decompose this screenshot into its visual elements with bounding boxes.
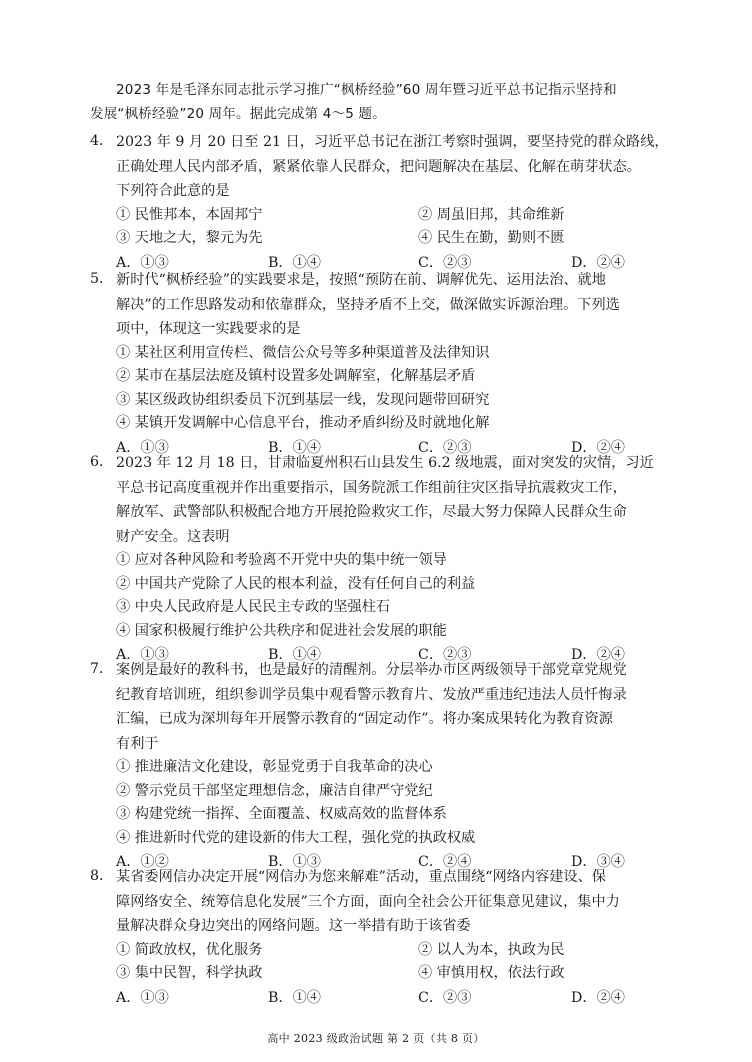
question-number: 7．	[90, 661, 114, 677]
answer-b: B．①④	[268, 647, 321, 663]
stem-line: 汇编，已成为深圳每年开展警示教育的“固定动作”。将办案成果转化为教育资源	[116, 711, 613, 727]
answer-b: B．①④	[268, 439, 321, 456]
answer-c: C．②③	[418, 989, 472, 1006]
question-stem	[116, 865, 700, 939]
question-stem	[116, 658, 700, 756]
stem-line: 2023 年 12 月 18 日，甘肃临夏州积石山县发生 6.2 级地震，面对突发的灾情，习近	[116, 455, 654, 471]
question-8	[90, 865, 700, 1010]
option-1: ① 某社区利用宣传栏、微信公众号等多种渠道普及法律知识	[116, 344, 490, 361]
stem-line: 障网络安全、统筹信息化发展”三个方面，面向全社会公开征集意见建议，集中力	[116, 893, 620, 910]
question-5	[90, 268, 700, 460]
option-2: ② 中国共产党除了人民的根本利益，没有任何自己的利益	[116, 575, 476, 592]
stem-line: 有利于	[116, 735, 159, 752]
option-list	[116, 939, 700, 986]
page-footer: 高中 2023 级政治试题 第 2 页（共 8 页）	[267, 1032, 485, 1045]
option-4: ④ 审慎用权，依法行政	[418, 965, 565, 981]
question-stem	[116, 451, 700, 549]
question-7	[90, 658, 700, 874]
option-3: ③ 构建党统一指挥、全面覆盖、权威高效的监督体系	[116, 806, 447, 822]
answer-a: A．①③	[116, 989, 169, 1006]
option-3: ③ 集中民智，科学执政	[116, 965, 263, 981]
answer-d: D．③④	[571, 854, 625, 870]
answer-c: C．②③	[418, 647, 472, 663]
answer-b: B．①④	[268, 989, 321, 1006]
question-6	[90, 451, 700, 667]
option-1: ① 民惟邦本，本固邦宁	[116, 206, 263, 223]
answer-a: A．①③	[116, 647, 169, 663]
stem-line: 新时代“枫桥经验”的实践要求是，按照“预防在前、调解优先、运用法治、就地	[116, 272, 606, 288]
stem-line: 解放军、武警部队积极配合地方开展抢险救灾工作，尽最大努力保障人民群众生命	[116, 504, 627, 520]
option-2: ② 周虽旧邦，其命维新	[418, 206, 565, 223]
stem-line: 2023 年 9 月 20 日至 21 日，习近平总书记在浙江考察时强调，要坚持党的群众路线，	[116, 134, 669, 150]
answer-c: C．②③	[418, 254, 472, 271]
question-number: 4．	[90, 133, 114, 149]
question-number: 6．	[90, 454, 114, 470]
answer-d: D．②④	[571, 439, 625, 456]
stem-line: 案例是最好的教科书，也是最好的清醒剂。分层举办市区两级领导干部党章党规党	[116, 662, 627, 678]
option-list	[116, 204, 700, 251]
intro-paragraph	[90, 78, 694, 126]
answer-b: B．①④	[268, 254, 321, 271]
answer-d: D．②④	[571, 989, 625, 1006]
option-2: ② 某市在基层法庭及镇村设置多处调解室，化解基层矛盾	[116, 368, 476, 384]
stem-line: 某省委网信办决定开展“网信办为您来解难”活动，重点围绕“网络内容建设、保	[116, 869, 606, 885]
stem-line: 正确处理人民内部矛盾，紧紧依靠人民群众，把问题解决在基层、化解在萌芽状态。	[116, 158, 641, 175]
option-3: ③ 某区级政协组织委员下沉到基层一线，发现问题带回研究	[116, 391, 490, 408]
stem-line: 平总书记高度重视并作出重要指示，国务院派工作组前往灾区指导抗震救灾工作，	[116, 479, 627, 496]
option-4: ④ 民生在勤，勤则不匮	[418, 230, 565, 246]
stem-line: 财产安全。这表明	[116, 528, 230, 545]
question-4	[90, 130, 700, 275]
option-1: ① 简政放权，优化服务	[116, 941, 263, 958]
question-number: 5．	[90, 271, 114, 287]
answer-a: A．①③	[116, 254, 169, 271]
stem-line: 量解决群众身边突出的网络问题。这一举措有助于该省委	[116, 918, 471, 934]
question-stem	[116, 268, 700, 342]
answer-d: D．②④	[571, 254, 625, 271]
answer-c: C．②④	[418, 854, 472, 870]
answer-a: A．①③	[116, 439, 169, 456]
answer-c: C．②③	[418, 439, 472, 456]
answer-choices	[116, 986, 700, 1010]
stem-line: 项中，体现这一实践要求的是	[116, 321, 301, 337]
option-4: ④ 推进新时代党的建设新的伟大工程，强化党的执政权威	[116, 829, 476, 846]
question-number: 8．	[90, 868, 114, 884]
option-4: ④ 国家积极履行维护公共秩序和促进社会发展的职能	[116, 622, 447, 639]
intro-line: 发展“枫桥经验”20 周年。据此完成第 4～5 题。	[90, 106, 386, 122]
option-1: ① 推进廉洁文化建设，彰显党勇于自我革命的决心	[116, 759, 433, 775]
option-3: ③ 天地之大，黎元为先	[116, 230, 263, 246]
question-stem	[116, 130, 700, 204]
option-3: ③ 中央人民政府是人民民主专政的坚强柱石	[116, 599, 391, 615]
option-2: ② 警示党员干部坚定理想信念，廉洁自律严守党纪	[116, 782, 433, 799]
answer-b: B．①③	[268, 854, 321, 870]
intro-line: 2023 年是毛泽东同志批示学习推广“枫桥经验”60 周年暨习近平总书记指示坚持和	[116, 82, 617, 98]
stem-line: 解决”的工作思路发动和依靠群众，坚持矛盾不上交，做深做实诉源治理。下列选	[116, 296, 620, 313]
answer-d: D．②④	[571, 647, 625, 663]
option-1: ① 应对各种风险和考验离不开党中央的集中统一领导	[116, 552, 447, 568]
stem-line: 纪教育培训班，组织参训学员集中观看警示教育片、发放严重违纪违法人员忏悔录	[116, 686, 627, 703]
answer-a: A．①②	[116, 854, 169, 870]
option-2: ② 以人为本，执政为民	[418, 941, 565, 958]
option-4: ④ 某镇开发调解中心信息平台，推动矛盾纠纷及时就地化解	[116, 415, 490, 431]
stem-line: 下列符合此意的是	[116, 183, 230, 199]
